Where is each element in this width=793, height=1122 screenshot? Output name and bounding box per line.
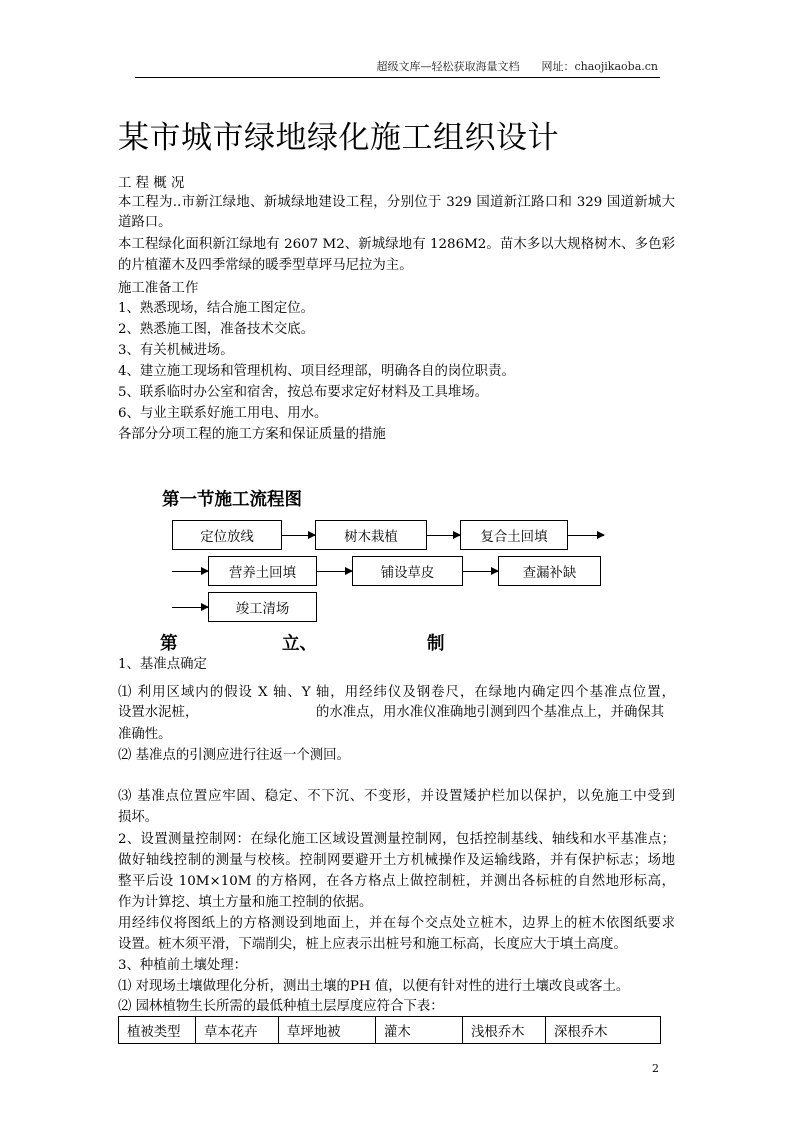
flow-box: 竣工清场 (208, 592, 317, 622)
paragraph: ⑴ 对现场土壤做理化分析，测出土壤的PH 值，以便有针对性的进行土壤改良或客土。 (118, 979, 630, 994)
paragraph: 1、基准点确定 (118, 657, 207, 672)
overview-heading: 工 程 概 况 (118, 176, 185, 191)
list-item: 3、有关机械进场。 (118, 343, 234, 358)
header-rule (135, 77, 660, 78)
arrow-icon (568, 535, 604, 536)
paragraph: 的水准点，用水准仪准确地引测到四个基准点上，并确保其 (316, 705, 665, 720)
list-item: 6、与业主联系好施工用电、用水。 (118, 406, 328, 421)
paragraph: 准确性。 (118, 727, 172, 742)
table-cell: 灌木 (376, 1017, 463, 1044)
flow-box: 定位放线 (172, 520, 282, 550)
flow-box: 复合土回填 (460, 520, 568, 550)
paragraph: ⑴ 利用区域内的假设 X 轴、Y 轴，用经纬仪及钢卷尺，在绿地内确定四个基准点位置， (118, 685, 675, 700)
arrow-icon (463, 571, 498, 572)
paragraph: 做好轴线控制的测量与校核。控制网要避开土方机械操作及运输线路，并有保护标志；场地 (118, 853, 675, 868)
paragraph: ⑵ 园林植物生长所需的最低种植土层厚度应符合下表： (118, 999, 444, 1014)
paragraph: 设置。桩木须平滑，下端削尖，桩上应表示出桩号和施工标高，长度应大于填土高度。 (118, 937, 627, 952)
page-number: 2 (652, 1062, 659, 1075)
paragraph: ⑵ 基准点的引测应进行往返一个测回。 (118, 748, 350, 763)
flow-box: 铺设草皮 (352, 556, 463, 586)
list-item: 4、建立施工现场和管理机构、项目经理部，明确各自的岗位职责。 (118, 364, 515, 379)
table-cell: 深根乔木 (546, 1017, 661, 1044)
page-header: 超级文库—轻松获取海量文档 网址：chaojikaoba.cn (376, 60, 658, 73)
flow-box: 营养土回填 (208, 556, 317, 586)
prep-heading: 施工准备工作 (118, 281, 199, 296)
flow-box: 查漏补缺 (498, 556, 601, 586)
section-heading-fragment: 制 (427, 634, 445, 654)
paragraph: 整平后设 10M×10M 的方格网，在各方格点上做控制桩，并测出各标桩的自然地形标高， (118, 874, 675, 889)
paragraph: 设置水泥桩， (118, 705, 199, 720)
paragraph: 用经纬仪将图纸上的方格测设到地面上，并在每个交点处立桩木，边界上的桩木依图纸要求 (118, 916, 675, 931)
paragraph: 本工程绿化面积新江绿地有 2607 M2、新城绿地有 1286M2。苗木多以大规格树木、多色彩 (118, 237, 675, 252)
paragraph: 3、种植前土壤处理： (118, 958, 248, 973)
section-heading: 第一节施工流程图 (162, 490, 302, 510)
arrow-icon (427, 535, 460, 536)
table-row (119, 1017, 661, 1044)
flow-box: 树木栽植 (315, 520, 427, 550)
paragraph: 道路口。 (118, 215, 172, 230)
arrow-icon (317, 571, 352, 572)
list-item: 2、熟悉施工图，准备技术交底。 (118, 322, 314, 337)
section-heading-fragment: 立、 (282, 634, 317, 654)
paragraph: 作为计算挖、填土方量和施工控制的依据。 (118, 895, 373, 910)
paragraph: 的片植灌木及四季常绿的暖季型草坪马尼拉为主。 (118, 258, 413, 273)
paragraph: 损坏。 (118, 810, 159, 825)
table-cell: 浅根乔木 (463, 1017, 546, 1044)
paragraph: 各部分分项工程的施工方案和保证质量的措施 (118, 427, 386, 442)
list-item: 1、熟悉现场，结合施工图定位。 (118, 301, 314, 316)
section-heading-fragment: 第 (160, 634, 178, 654)
soil-depth-table (118, 1016, 661, 1044)
list-item: 5、联系临时办公室和宿舍，按总布要求定好材料及工具堆场。 (118, 385, 489, 400)
table-cell: 草坪地被 (279, 1017, 376, 1044)
paragraph: 本工程为..市新江绿地、新城绿地建设工程，分别位于 329 国道新江路口和 329 国道新城大 (118, 195, 675, 210)
paragraph: 2、设置测量控制网：在绿化施工区域设置测量控制网，包括控制基线、轴线和水平基准点； (118, 832, 675, 847)
arrow-icon (282, 535, 315, 536)
arrow-icon (172, 607, 208, 608)
table-cell: 草本花卉 (196, 1017, 279, 1044)
table-cell: 植被类型 (119, 1017, 196, 1044)
paragraph: ⑶ 基准点位置应牢固、稳定、不下沉、不变形，并设置矮护栏加以保护，以免施工中受到 (118, 789, 675, 804)
arrow-icon (172, 571, 208, 572)
document-title: 某市城市绿地绿化施工组织设计 (118, 120, 559, 156)
